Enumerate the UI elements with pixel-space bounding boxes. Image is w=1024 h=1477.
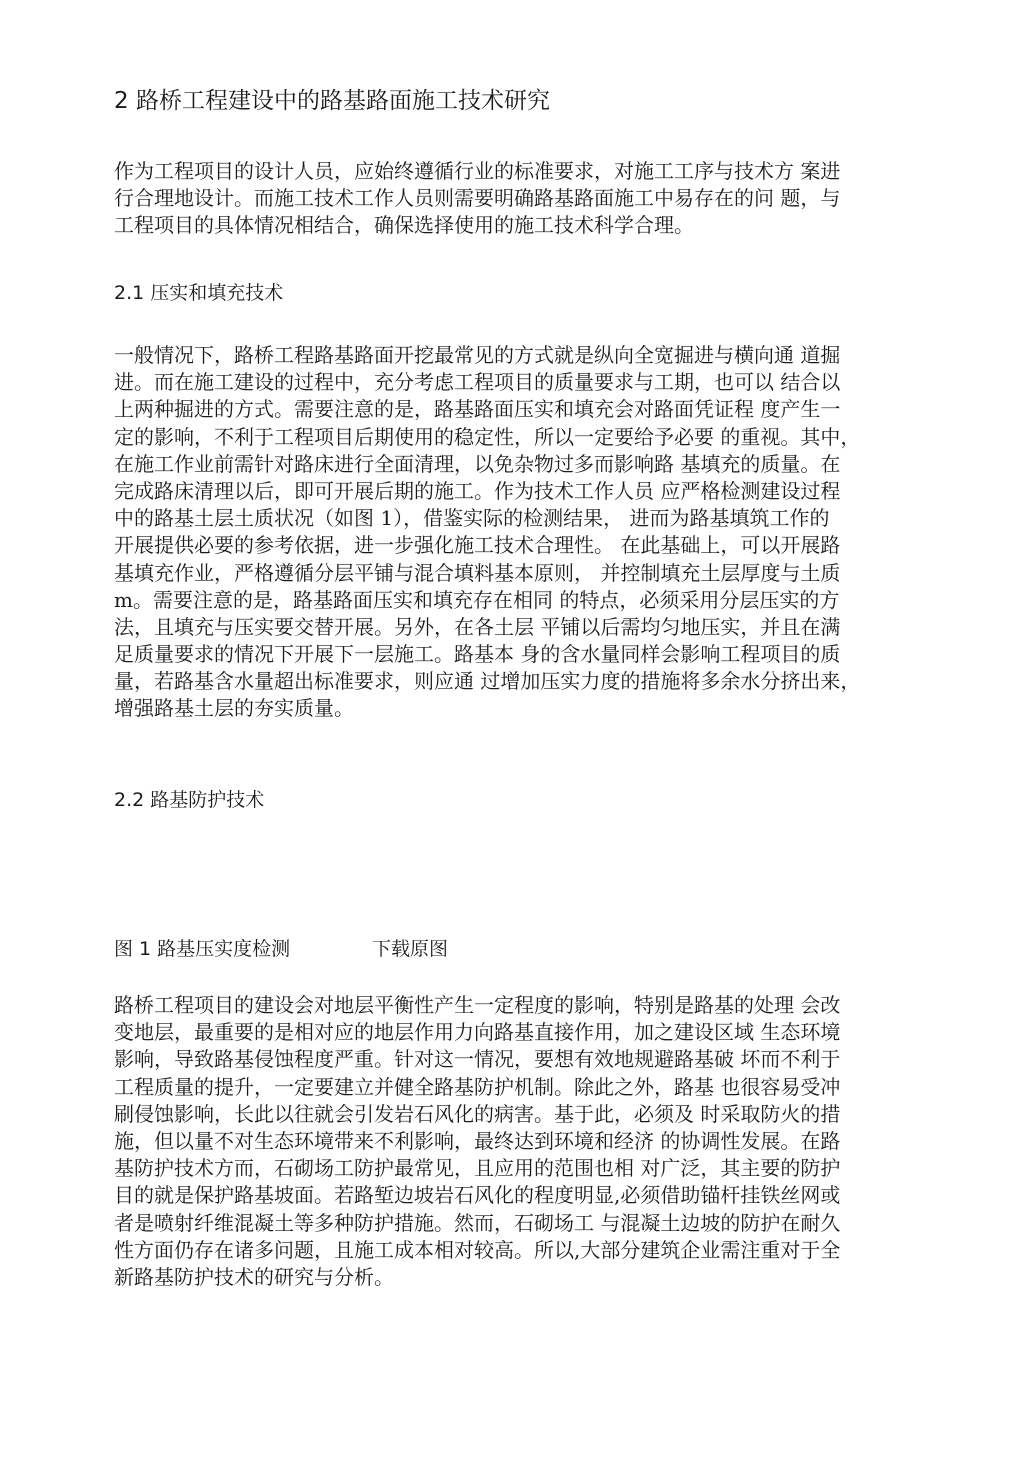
text-line: 完成路床清理以后，即可开展后期的施工。作为技术工作人员 应严格检测建设过程	[114, 478, 841, 503]
text-line: m。需要注意的是，路基路面压实和填充存在相同 的特点，必须采用分层压实的方	[114, 587, 840, 612]
text-line: 路桥工程项目的建设会对地层平衡性产生一定程度的影响，特别是路基的处理 会改	[114, 993, 841, 1017]
text-line: 性方面仍存在诸多问题，且施工成本相对较高。所以,大部分建筑企业需注重对于全	[114, 1237, 841, 1262]
text-line: 基填充作业，严格遵循分层平铺与混合填料基本原则， 并控制填充土层厚度与土质	[114, 560, 841, 585]
text-line: 新路基防护技术的研究与分析。	[114, 1264, 394, 1289]
figure-caption: 图 1 路基压实度检测	[114, 938, 291, 960]
text-line: 刷侵蚀影响，长此以往就会引发岩石风化的病害。基于此，必须及 时采取防火的措	[114, 1101, 841, 1126]
text-line: 法，且填充与压实要交替开展。另外，在各土层 平铺以后需均匀地压实，并且在满	[114, 614, 841, 639]
text-line: 施，但以量不对生态环境带来不利影响，最终达到环境和经济 的协调性发展。在路	[114, 1128, 841, 1153]
subsection-heading-compaction: 2.1 压实和填充技术	[114, 282, 284, 304]
text-line: 增强路基土层的夯实质量。	[114, 696, 354, 721]
download-original-link[interactable]: 下载原图	[372, 938, 449, 960]
text-line: 开展提供必要的参考依据，进一步强化施工技术合理性。 在此基础上，可以开展路	[114, 533, 841, 558]
section-heading: 2 路桥工程建设中的路基路面施工技术研究	[114, 88, 550, 114]
text-line: 变地层，最重要的是相对应的地层作用力向路基直接作用，加之建设区域 生态环境	[114, 1020, 841, 1045]
text-line: 行合理地设计。而施工技术工作人员则需要明确路基路面施工中易存在的问 题，与	[114, 186, 841, 211]
text-line: 上两种掘进的方式。需要注意的是，路基路面压实和填充会对路面凭证程 度产生一	[114, 397, 841, 422]
intro-paragraph	[114, 158, 914, 240]
text-line: 影响，导致路基侵蚀程度严重。针对这一情况，要想有效地规避路基破 坏而不利于	[114, 1047, 841, 1072]
figure-caption-row	[114, 936, 449, 962]
compaction-paragraph	[114, 342, 914, 723]
text-line: 中的路基土层土质状况（如图 1），借鉴实际的检测结果， 进而为路基填筑工作的	[114, 506, 830, 531]
text-line: 足质量要求的情况下开展下一层施工。路基本 身的含水量同样会影响工程项目的质	[114, 642, 841, 667]
subsection-heading-protection: 2.2 路基防护技术	[114, 789, 265, 811]
text-line: 定的影响，不利于工程项目后期使用的稳定性，所以一定要给予必要 的重视。其中，	[114, 424, 861, 449]
text-line: 者是喷射纤维混凝土等多种防护措施。然而，石砌场工 与混凝土边坡的防护在耐久	[114, 1210, 841, 1235]
text-line: 基防护技术方而，石砌场工防护最常见，且应用的范围也相 对广泛，其主要的防护	[114, 1156, 841, 1181]
text-line: 量，若路基含水量超出标准要求，则应通 过增加压实力度的措施将多余水分挤出来，	[114, 669, 861, 694]
text-line: 进。而在施工建设的过程中，充分考虑工程项目的质量要求与工期，也可以 结合以	[114, 370, 841, 395]
text-line: 工程项目的具体情况相结合，确保选择使用的施工技术科学合理。	[114, 213, 694, 238]
text-line: 在施工作业前需针对路床进行全面清理，以免杂物过多而影响路 基填充的质量。在	[114, 451, 841, 476]
text-line: 目的就是保护路基坡面。若路堑边坡岩石风化的程度明显,必须借助锚杆挂铁丝网或	[114, 1183, 841, 1208]
protection-paragraph	[114, 992, 914, 1291]
text-line: 作为工程项目的设计人员，应始终遵循行业的标准要求，对施工工序与技术方 案进	[114, 159, 841, 183]
text-line: 一般情况下，路桥工程路基路面开挖最常见的方式就是纵向全宽掘进与横向通 道掘	[114, 343, 841, 367]
text-line: 工程质量的提升，一定要建立并健全路基防护机制。除此之外，路基 也很容易受冲	[114, 1074, 841, 1099]
